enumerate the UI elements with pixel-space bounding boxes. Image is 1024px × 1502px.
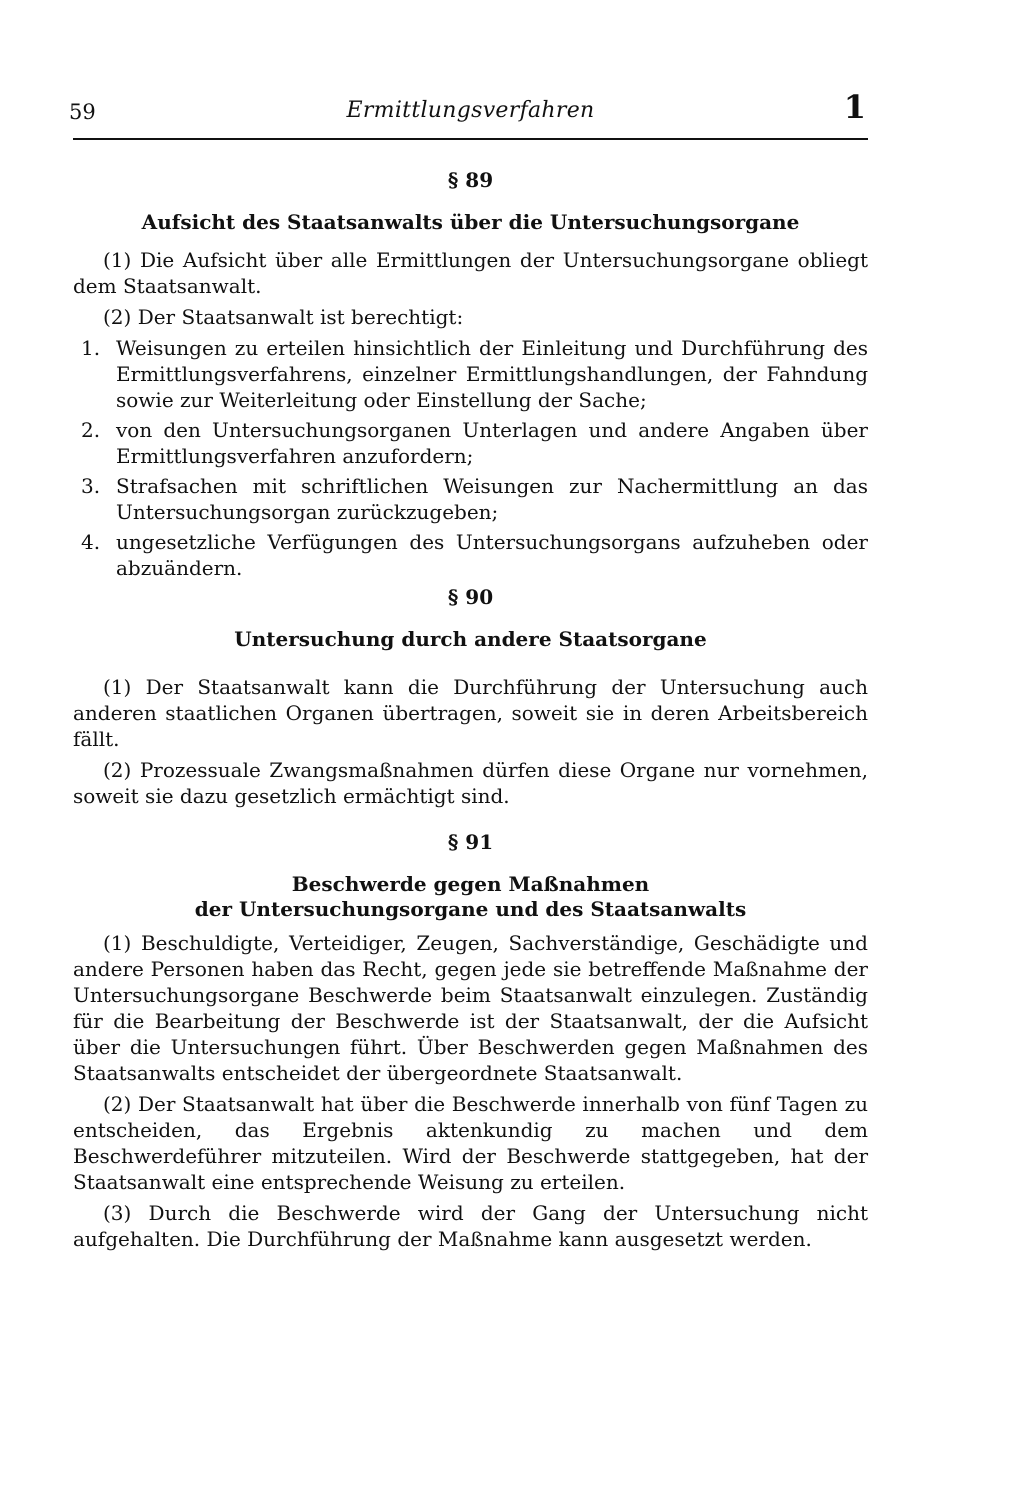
- list-item: [73, 335, 868, 413]
- section-number: § 91: [447, 830, 494, 854]
- paragraph: (3) Durch die Beschwerde wird der Gang der Untersuchung nicht aufgehalten. Die Durchführung der Maßnahme kann ausgesetzt werden.: [73, 1201, 868, 1251]
- paragraph: (1) Die Aufsicht über alle Ermittlungen der Untersuchungsorgane obliegt dem Staatsanwalt.: [73, 248, 868, 298]
- section-title: Aufsicht des Staatsanwalts über die Untersuchungsorgane: [141, 210, 800, 234]
- enumerated-list: [73, 335, 868, 581]
- section-number: § 90: [447, 585, 494, 609]
- list-item-number: 3.: [81, 474, 101, 498]
- header-divider: [73, 138, 868, 140]
- running-title: Ermittlungsverfahren: [346, 98, 595, 123]
- section-91: [73, 830, 868, 1252]
- list-item-text: von den Untersuchungsorganen Unterlagen und andere Angaben über Ermittlungsverfahren anzufordern;: [116, 418, 868, 468]
- section-title: Untersuchung durch andere Staatsorgane: [234, 627, 707, 651]
- paragraph: (2) Prozessuale Zwangsmaßnahmen dürfen diese Organe nur vornehmen, soweit sie dazu gesetzlich ermächtigt sind.: [73, 758, 868, 808]
- chapter-number: 1: [843, 88, 866, 126]
- list-item-number: 2.: [81, 418, 101, 442]
- section-title-line: der Untersuchungsorgane und des Staatsanwalts: [194, 897, 747, 921]
- section-title-line: Beschwerde gegen Maßnahmen: [291, 872, 650, 896]
- paragraph: (1) Beschuldigte, Verteidiger, Zeugen, Sachverständige, Geschädigte und andere Personen haben das Recht, gegen jede sie betreffende Maßnahme der Untersuchungsorgane Beschwerde beim Staatsanwalt einzulegen. Zuständig für die Bearbeitung der Beschwerde ist der Staatsanwalt, der die Aufsicht über die Untersuchungen führt. Über Beschwerden gegen Maßnahmen des Staatsanwalts entscheidet der übergeordnete Staatsanwalt.: [73, 931, 868, 1085]
- list-item: [73, 529, 868, 581]
- running-header: [69, 88, 868, 136]
- paragraph: (2) Der Staatsanwalt hat über die Beschwerde innerhalb von fünf Tagen zu entscheiden, das Ergebnis aktenkundig zu machen und dem Beschwerdeführer mitzuteilen. Wird der Beschwerde stattgegeben, hat der Staatsanwalt eine entsprechende Weisung zu erteilen.: [73, 1092, 868, 1194]
- section-90: [73, 585, 868, 809]
- list-item-number: 4.: [81, 530, 101, 554]
- section-89: [73, 168, 868, 581]
- paragraph: (1) Der Staatsanwalt kann die Durchführung der Untersuchung auch anderen staatlichen Organen übertragen, soweit sie in deren Arbeitsbereich fällt.: [73, 675, 868, 751]
- document-page: [69, 88, 868, 1257]
- list-item-text: ungesetzliche Verfügungen des Untersuchungsorgans aufzuheben oder abzuändern.: [116, 530, 868, 580]
- section-title: [73, 872, 868, 922]
- page-number: 59: [69, 100, 96, 124]
- section-number: § 89: [447, 168, 494, 192]
- paragraph: (2) Der Staatsanwalt ist berechtigt:: [103, 305, 464, 329]
- list-item: [73, 473, 868, 525]
- list-item: [73, 417, 868, 469]
- list-item-text: Weisungen zu erteilen hinsichtlich der Einleitung und Durchführung des Ermittlungsverfahrens, einzelner Ermittlungshandlungen, der Fahndung sowie zur Weiterleitung oder Einstellung der Sache;: [116, 336, 868, 412]
- list-item-text: Strafsachen mit schriftlichen Weisungen zur Nachermittlung an das Untersuchungsorgan zurückzugeben;: [116, 474, 868, 524]
- document-body: [73, 136, 868, 1252]
- list-item-number: 1.: [81, 336, 101, 360]
